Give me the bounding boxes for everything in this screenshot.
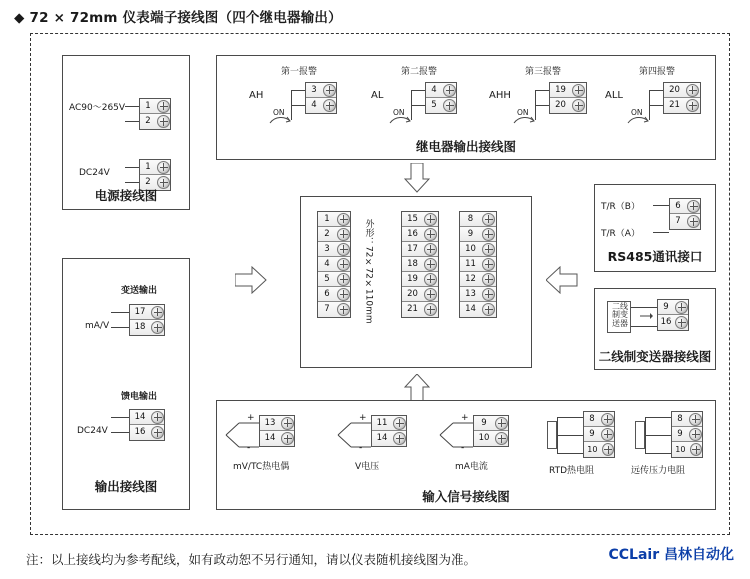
relay-lead-top (291, 90, 305, 91)
terminal-number: 9 (663, 301, 669, 312)
terminal-cell[interactable] (402, 302, 438, 317)
terminal-number: 4 (311, 100, 317, 111)
rtd-terminal-block (583, 411, 615, 458)
relay-on-label: ON (393, 108, 405, 117)
terminal-cell[interactable] (664, 98, 700, 113)
terminal-cell[interactable] (318, 257, 350, 272)
terminal-cell[interactable] (402, 257, 438, 272)
screw-icon (482, 288, 495, 301)
terminal-number: 11 (465, 258, 476, 269)
relay-tag: AHH (489, 90, 511, 101)
terminal-number: 10 (465, 243, 476, 254)
screw-icon (602, 443, 614, 456)
polarity-plus: + (359, 413, 367, 423)
relay-title: 第一报警 (281, 67, 318, 77)
input-label-thermocouple: mV/TC热电偶 (233, 462, 290, 472)
terminal-number: 2 (145, 116, 151, 127)
page-title: ◆ 72 × 72mm 仪表端子接线图（四个继电器输出） (14, 10, 342, 26)
terminal-number: 14 (134, 411, 146, 422)
two-wire-lead-bottom (631, 326, 657, 327)
relay-switch-icon (389, 114, 413, 126)
screw-icon (482, 213, 495, 226)
relay-group-4 (605, 64, 720, 134)
screw-icon (337, 228, 350, 241)
terminal-number: 12 (465, 273, 476, 284)
terminal-cell[interactable] (658, 315, 688, 330)
transmit-lead-top (111, 312, 129, 313)
screw-icon (281, 432, 294, 445)
relay-block-caption: 继电器输出接线图 (415, 139, 516, 154)
screw-icon (424, 228, 437, 241)
brand-logo (609, 544, 735, 564)
feed-output-title: 馈电输出 (121, 392, 158, 402)
terminal-number: 5 (431, 100, 437, 111)
terminal-cell[interactable] (140, 160, 170, 175)
polarity-plus: + (461, 413, 469, 423)
polarity-plus: + (247, 413, 255, 423)
terminal-cell[interactable] (672, 442, 702, 457)
screw-icon (151, 426, 164, 439)
feed-lead-bottom (111, 432, 129, 433)
relay-lead-vertical (411, 90, 412, 120)
terminal-number: 13 (465, 288, 476, 299)
screw-icon (157, 115, 170, 128)
rs485-row-label-b: T/R（B） (601, 202, 640, 212)
terminal-number: 5 (324, 273, 330, 284)
relay-group-2 (367, 64, 477, 134)
two-wire-lead-top (631, 307, 657, 308)
terminal-cell[interactable] (306, 83, 336, 98)
terminal-number: 1 (145, 100, 151, 111)
terminal-number: 17 (407, 243, 418, 254)
current-source-icon (439, 413, 475, 457)
screw-icon (443, 84, 456, 97)
terminal-cell[interactable] (402, 242, 438, 257)
terminal-cell[interactable] (550, 83, 586, 98)
terminal-number: 21 (407, 304, 418, 315)
terminal-number: 1 (324, 213, 330, 224)
terminal-cell[interactable] (474, 416, 508, 431)
rtd-lead-2 (557, 435, 583, 436)
screw-icon (424, 288, 437, 301)
voltage-terminal-block (371, 415, 407, 447)
screw-icon (151, 321, 164, 334)
terminal-number: 8 (677, 413, 683, 424)
center-panel-caption: 外形：72×72×110mm (363, 219, 374, 324)
relay-lead-top (411, 90, 425, 91)
terminal-number: 16 (660, 317, 672, 328)
rs485-terminal-block (669, 198, 701, 230)
brand-name-en: CCLair (608, 547, 660, 563)
terminal-cell[interactable] (584, 427, 614, 442)
terminal-number: 9 (467, 228, 474, 239)
screw-icon (393, 432, 406, 445)
terminal-number: 7 (675, 216, 681, 227)
dc-lead-bottom (125, 182, 139, 183)
rtd-lead-bridge (557, 417, 558, 453)
screw-icon (424, 303, 437, 316)
relay-output-block (216, 55, 716, 160)
screw-icon (687, 215, 700, 228)
screw-icon (424, 258, 437, 271)
arrow-right-output-to-panel (235, 266, 267, 294)
rs485-block (594, 184, 716, 272)
screw-icon (601, 413, 614, 426)
feed-terminal-block (129, 409, 165, 441)
relay-switch-icon (269, 114, 293, 126)
terminal-cell[interactable] (672, 412, 702, 427)
terminal-number: 18 (407, 258, 418, 269)
screw-icon (337, 243, 350, 256)
thermocouple-junction-icon (225, 413, 261, 457)
current-terminal-block (473, 415, 509, 447)
terminal-number: 20 (407, 288, 418, 299)
relay-terminal-block (305, 82, 337, 114)
screw-icon (337, 288, 350, 301)
terminal-number: 15 (407, 213, 418, 224)
relay-lead-bottom (411, 105, 425, 106)
terminal-cell[interactable] (372, 431, 406, 446)
terminal-number: 9 (481, 417, 487, 428)
center-terminal-column-1 (317, 211, 351, 318)
screw-icon (157, 100, 170, 113)
terminal-number: 11 (376, 417, 388, 428)
screw-icon (482, 243, 495, 256)
terminal-number: 2 (324, 228, 330, 239)
screw-icon (482, 228, 495, 241)
terminal-cell[interactable] (372, 416, 406, 431)
terminal-number: 20 (555, 100, 566, 111)
screw-icon (482, 303, 495, 316)
relay-lead-top (535, 90, 549, 91)
pressure-terminal-block (671, 411, 703, 458)
polarity-minus: - (461, 443, 465, 453)
terminal-number: 4 (431, 84, 437, 95)
terminal-cell[interactable] (260, 431, 294, 446)
terminal-cell[interactable] (670, 214, 700, 229)
screw-icon (151, 411, 164, 424)
screw-icon (281, 417, 294, 430)
terminal-number: 8 (467, 213, 474, 224)
screw-icon (393, 417, 406, 430)
relay-lead-bottom (649, 105, 663, 106)
terminal-number: 10 (478, 433, 490, 444)
terminal-cell[interactable] (260, 416, 294, 431)
screw-icon (337, 273, 350, 286)
input-group-remote-pressure (625, 405, 717, 483)
current-direction-arrow-icon (639, 311, 653, 321)
screw-icon (482, 273, 495, 286)
screw-icon (689, 428, 702, 441)
thermocouple-terminal-block (259, 415, 295, 447)
pressure-lead-2 (645, 435, 671, 436)
screw-icon (337, 213, 350, 226)
relay-on-label: ON (631, 108, 643, 117)
terminal-cell[interactable] (130, 425, 164, 440)
relay-lead-vertical (649, 90, 650, 120)
terminal-cell[interactable] (402, 272, 438, 287)
footer-note: 注：以上接线均为参考配线，如有政动恕不另行通知，请以仪表随机接线图为准。 (26, 552, 477, 567)
terminal-cell[interactable] (672, 427, 702, 442)
feed-lead-top (111, 417, 129, 418)
relay-group-3 (489, 64, 604, 134)
polarity-minus: - (247, 443, 251, 453)
rtd-resistor-icon (547, 421, 557, 449)
screw-icon (689, 413, 702, 426)
output-block-caption: 输出接线图 (94, 479, 158, 494)
rs485-lead-top (653, 205, 669, 206)
relay-title: 第三报警 (525, 67, 562, 77)
terminal-cell[interactable] (402, 287, 438, 302)
terminal-cell[interactable] (426, 98, 456, 113)
terminal-number: 17 (134, 306, 146, 317)
terminal-cell[interactable] (140, 114, 170, 129)
relay-title: 第四报警 (639, 67, 676, 77)
input-group-thermocouple (225, 407, 325, 479)
ac-terminal-block (139, 98, 171, 130)
input-label-rtd: RTD热电阻 (549, 466, 595, 476)
screw-icon (157, 161, 170, 174)
input-group-current (439, 407, 531, 479)
screw-icon (675, 301, 688, 314)
terminal-number: 14 (465, 304, 476, 315)
terminal-cell[interactable] (460, 272, 496, 287)
terminal-number: 6 (324, 288, 330, 299)
terminal-cell[interactable] (140, 99, 170, 114)
terminal-cell[interactable] (584, 442, 614, 457)
instrument-center-panel (300, 196, 532, 368)
terminal-cell[interactable] (460, 212, 496, 227)
screw-icon (323, 84, 336, 97)
screw-icon (323, 99, 336, 112)
terminal-number: 16 (134, 427, 146, 438)
relay-switch-icon (627, 114, 651, 126)
terminal-number: 8 (589, 413, 595, 424)
terminal-cell[interactable] (130, 320, 164, 335)
two-wire-block-caption: 二线制变送器接线图 (598, 349, 712, 364)
relay-on-label: ON (517, 108, 529, 117)
center-terminal-column-3 (459, 211, 497, 318)
transmit-unit-label: mA/V (85, 321, 110, 331)
screw-icon (687, 200, 700, 213)
screw-icon (495, 417, 508, 430)
terminal-cell[interactable] (318, 227, 350, 242)
terminal-number: 19 (407, 273, 418, 284)
terminal-number: 9 (589, 428, 595, 439)
terminal-number: 3 (311, 84, 317, 95)
feed-unit-label: DC24V (77, 426, 108, 436)
terminal-cell[interactable] (460, 287, 496, 302)
screw-icon (443, 99, 456, 112)
two-wire-terminal-block (657, 299, 689, 331)
ac-lead-bottom (125, 121, 139, 122)
terminal-number: 3 (324, 243, 330, 254)
terminal-cell[interactable] (318, 242, 350, 257)
relay-group-1 (247, 64, 357, 134)
relay-tag: ALL (605, 90, 623, 101)
terminal-cell[interactable] (402, 212, 438, 227)
terminal-cell[interactable] (318, 287, 350, 302)
terminal-cell[interactable] (460, 257, 496, 272)
screw-icon (690, 443, 702, 456)
relay-on-label: ON (273, 108, 285, 117)
screw-icon (337, 258, 350, 271)
pressure-resistor-icon (635, 421, 645, 449)
terminal-cell[interactable] (658, 300, 688, 315)
screw-icon (686, 99, 699, 112)
pressure-lead-1 (645, 417, 671, 418)
terminal-number: 16 (407, 228, 418, 239)
relay-tag: AL (371, 90, 384, 101)
screw-icon (572, 99, 585, 112)
terminal-number: 14 (264, 433, 276, 444)
terminal-cell[interactable] (584, 412, 614, 427)
terminal-cell[interactable] (670, 199, 700, 214)
screw-icon (572, 84, 585, 97)
relay-lead-vertical (291, 90, 292, 120)
relay-switch-icon (513, 114, 537, 126)
terminal-cell[interactable] (460, 227, 496, 242)
input-label-current: mA电流 (455, 462, 488, 472)
pressure-lead-bridge (645, 417, 646, 453)
terminal-number: 2 (145, 177, 151, 188)
terminal-number: 21 (669, 100, 680, 111)
relay-lead-bottom (291, 105, 305, 106)
terminal-number: 13 (264, 417, 276, 428)
input-group-rtd (537, 405, 629, 483)
terminal-cell[interactable] (460, 302, 496, 317)
screw-icon (686, 84, 699, 97)
terminal-cell[interactable] (664, 83, 700, 98)
dc-lead-top (125, 167, 139, 168)
relay-tag: AH (249, 90, 264, 101)
terminal-cell[interactable] (460, 242, 496, 257)
ac-voltage-label: AC90～265V (69, 103, 126, 113)
screw-icon (337, 303, 350, 316)
screw-icon (424, 243, 437, 256)
rtd-lead-1 (557, 417, 583, 418)
terminal-number: 7 (324, 304, 330, 315)
relay-terminal-block (663, 82, 701, 114)
transmitter-device-label: 二线制变送器 (612, 302, 628, 328)
rs485-block-caption: RS485通讯接口 (607, 249, 703, 264)
terminal-cell[interactable] (306, 98, 336, 113)
screw-icon (601, 428, 614, 441)
power-wiring-block (62, 55, 190, 210)
input-group-voltage (337, 407, 429, 479)
brand-name-cn: 昌林自动化 (664, 547, 734, 563)
terminal-cell[interactable] (130, 305, 164, 320)
terminal-number: 6 (675, 200, 681, 211)
arrow-down-relay-to-panel (404, 163, 430, 193)
ac-lead-top (125, 106, 139, 107)
terminal-number: 1 (145, 161, 151, 172)
input-label-voltage: V电压 (355, 462, 380, 472)
relay-lead-top (649, 90, 663, 91)
terminal-number: 20 (669, 84, 680, 95)
terminal-cell[interactable] (318, 212, 350, 227)
terminal-cell[interactable] (318, 272, 350, 287)
relay-terminal-block (549, 82, 587, 114)
terminal-number: 10 (675, 444, 686, 454)
screw-icon (495, 432, 508, 445)
terminal-number: 18 (134, 322, 146, 333)
output-wiring-block (62, 258, 190, 510)
terminal-number: 9 (677, 428, 683, 439)
pressure-lead-3 (645, 453, 671, 454)
voltage-source-icon (337, 413, 373, 457)
two-wire-transmitter-block (594, 288, 716, 370)
dc-voltage-label: DC24V (79, 168, 110, 178)
center-terminal-column-2 (401, 211, 439, 318)
rs485-row-label-a: T/R（A） (601, 229, 640, 239)
terminal-cell[interactable] (550, 98, 586, 113)
terminal-cell[interactable] (402, 227, 438, 242)
relay-terminal-block (425, 82, 457, 114)
transmit-terminal-block (129, 304, 165, 336)
transmit-output-title: 变送输出 (121, 286, 158, 296)
terminal-cell[interactable] (318, 302, 350, 317)
polarity-minus: - (359, 443, 363, 453)
input-signal-block (216, 400, 716, 510)
transmit-lead-bottom (111, 327, 129, 328)
input-block-caption: 输入信号接线图 (422, 489, 510, 504)
input-label-remote-pressure: 远传压力电阻 (631, 466, 686, 476)
arrow-left-rs485-to-panel (546, 266, 578, 294)
terminal-number: 4 (324, 258, 330, 269)
terminal-cell[interactable] (426, 83, 456, 98)
screw-icon (424, 213, 437, 226)
terminal-cell[interactable] (130, 410, 164, 425)
rtd-lead-3 (557, 453, 583, 454)
screw-icon (424, 273, 437, 286)
terminal-number: 10 (587, 444, 598, 454)
terminal-number: 19 (555, 84, 566, 95)
screw-icon (675, 316, 688, 329)
rs485-lead-bottom (653, 232, 669, 233)
relay-title: 第二报警 (401, 67, 438, 77)
terminal-number: 14 (376, 433, 388, 444)
relay-lead-vertical (535, 90, 536, 120)
terminal-cell[interactable] (474, 431, 508, 446)
relay-lead-bottom (535, 105, 549, 106)
screw-icon (151, 306, 164, 319)
screw-icon (482, 258, 495, 271)
power-block-caption: 电源接线图 (94, 188, 158, 203)
